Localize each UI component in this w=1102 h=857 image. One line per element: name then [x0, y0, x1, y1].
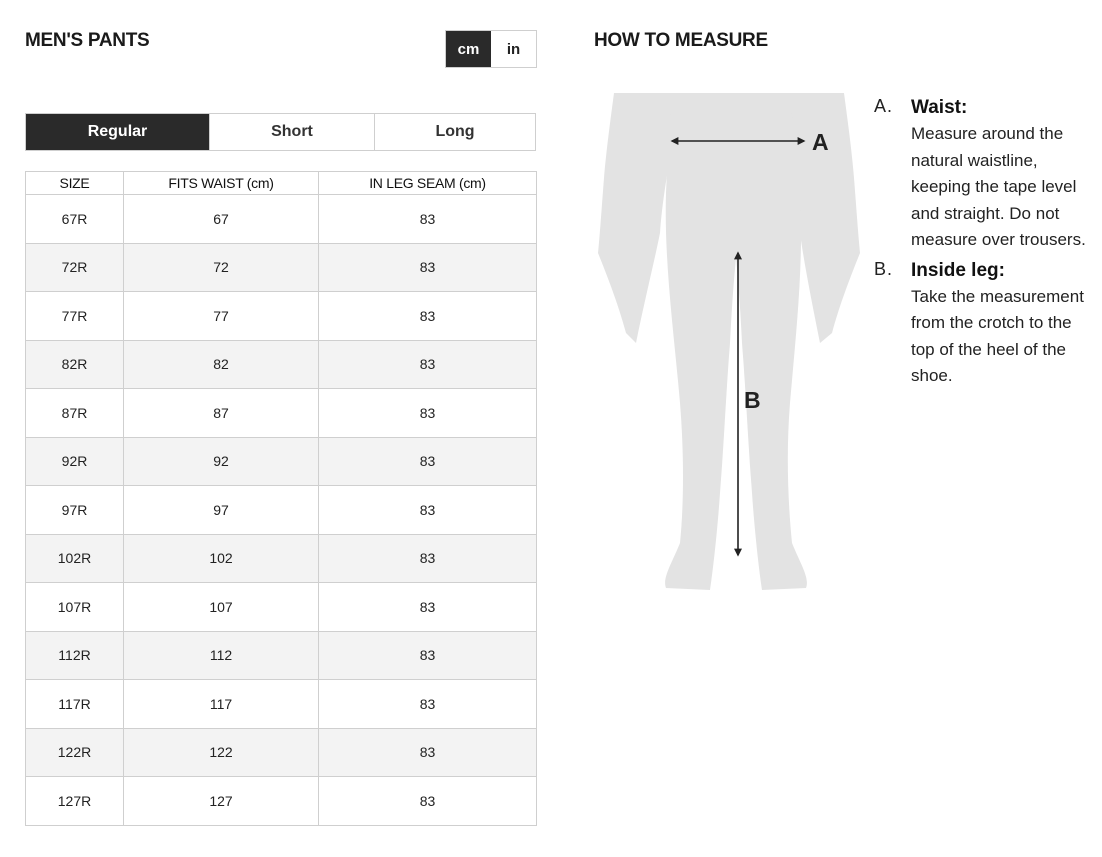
column-header-waist: FITS WAIST (cm) [124, 172, 319, 195]
waist-cell: 102 [124, 534, 319, 583]
inleg-cell: 83 [319, 292, 537, 341]
column-header-inleg: IN LEG SEAM (cm) [319, 172, 537, 195]
size-cell: 102R [26, 534, 124, 583]
inleg-cell: 83 [319, 243, 537, 292]
size-table [25, 171, 537, 826]
size-cell: 107R [26, 583, 124, 632]
table-row [26, 680, 537, 729]
label-a: A [812, 129, 829, 155]
table-row [26, 340, 537, 389]
waist-cell: 117 [124, 680, 319, 729]
size-cell: 72R [26, 243, 124, 292]
size-cell: 87R [26, 389, 124, 438]
waist-cell: 112 [124, 631, 319, 680]
waist-cell: 127 [124, 777, 319, 826]
size-cell: 92R [26, 437, 124, 486]
waist-cell: 107 [124, 583, 319, 632]
unit-toggle [445, 30, 537, 68]
table-row [26, 534, 537, 583]
table-row [26, 583, 537, 632]
page-title: MEN'S PANTS [25, 30, 150, 51]
inleg-cell: 83 [319, 777, 537, 826]
table-row [26, 437, 537, 486]
tab-short[interactable]: Short [210, 114, 375, 150]
instruction-letter: A. [874, 96, 894, 116]
inleg-cell: 83 [319, 389, 537, 438]
instruction-letter: B. [874, 258, 894, 279]
inleg-cell: 83 [319, 728, 537, 777]
inleg-cell: 83 [319, 437, 537, 486]
table-row [26, 777, 537, 826]
table-header-row [26, 172, 537, 195]
size-cell: 127R [26, 777, 124, 826]
instruction-inside-leg [874, 258, 1094, 390]
instruction-title: Inside leg: [911, 259, 1005, 281]
size-cell: 67R [26, 195, 124, 244]
table-row [26, 389, 537, 438]
inleg-cell: 83 [319, 680, 537, 729]
label-b: B [744, 387, 761, 413]
column-header-size: SIZE [26, 172, 124, 195]
waist-cell: 77 [124, 292, 319, 341]
size-cell: 97R [26, 486, 124, 535]
inleg-cell: 83 [319, 534, 537, 583]
waist-cell: 97 [124, 486, 319, 535]
section-title: HOW TO MEASURE [594, 30, 768, 51]
table-row [26, 728, 537, 777]
measure-instructions [874, 95, 1094, 394]
table-row [26, 195, 537, 244]
fit-tabs [25, 113, 536, 151]
waist-cell: 122 [124, 728, 319, 777]
tab-regular[interactable]: Regular [26, 114, 210, 150]
size-cell: 82R [26, 340, 124, 389]
instruction-text: Measure around the natural waistline, keeping the tape level and straight. Do not measure over trousers. [911, 124, 1086, 249]
inleg-cell: 83 [319, 486, 537, 535]
waist-cell: 87 [124, 389, 319, 438]
instruction-text: Take the measurement from the crotch to the top of the heel of the shoe. [911, 286, 1084, 385]
inleg-cell: 83 [319, 583, 537, 632]
inleg-cell: 83 [319, 340, 537, 389]
table-body [26, 195, 537, 826]
unit-in-button[interactable]: in [491, 31, 536, 67]
body-silhouette [598, 93, 860, 590]
body-figure-illustration [598, 93, 860, 593]
unit-cm-button[interactable]: cm [446, 31, 491, 67]
waist-cell: 92 [124, 437, 319, 486]
waist-cell: 82 [124, 340, 319, 389]
waist-cell: 72 [124, 243, 319, 292]
instruction-waist [874, 95, 1094, 254]
size-cell: 112R [26, 631, 124, 680]
table-row [26, 292, 537, 341]
tab-long[interactable]: Long [375, 114, 535, 150]
instruction-title: Waist: [911, 97, 968, 118]
inleg-cell: 83 [319, 195, 537, 244]
inleg-cell: 83 [319, 631, 537, 680]
table-row [26, 243, 537, 292]
table-row [26, 631, 537, 680]
size-cell: 117R [26, 680, 124, 729]
size-cell: 77R [26, 292, 124, 341]
table-row [26, 486, 537, 535]
waist-cell: 67 [124, 195, 319, 244]
size-cell: 122R [26, 728, 124, 777]
